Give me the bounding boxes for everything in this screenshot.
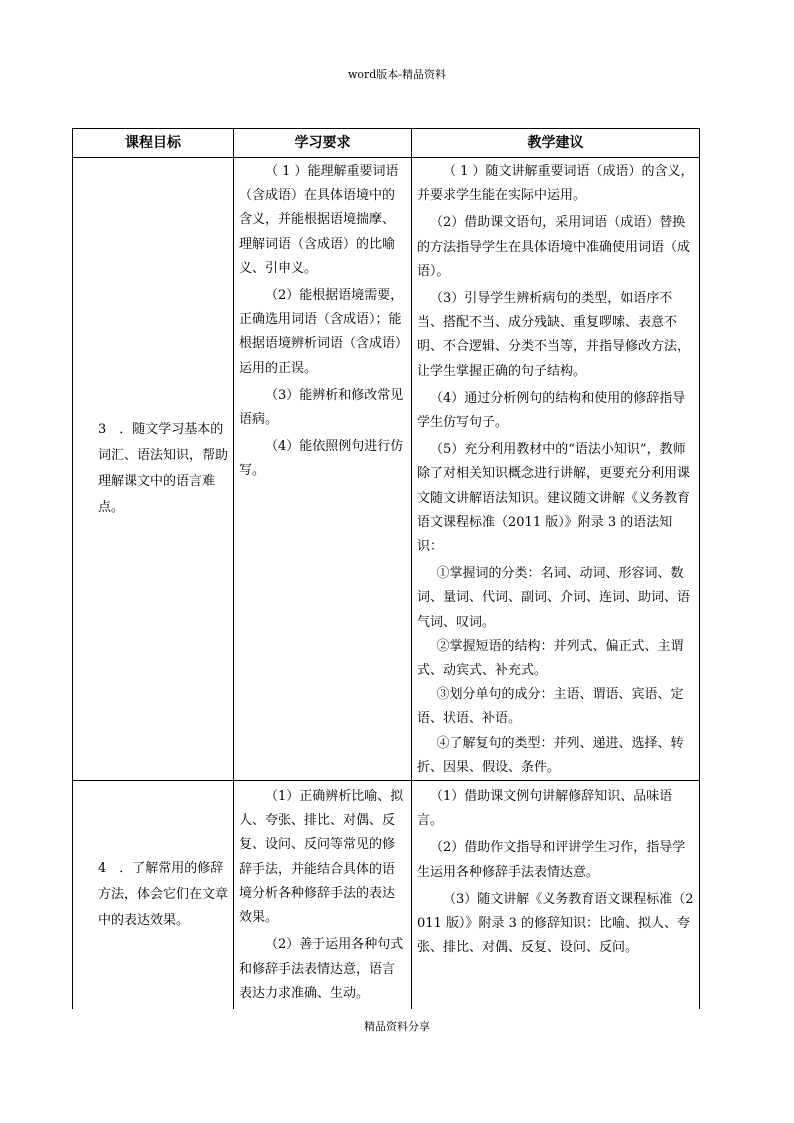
goal-text: 4 ．了解常用的修辞方法，体会它们在文章中的表达效果。 xyxy=(98,860,229,928)
header-suggestions: 教学建议 xyxy=(412,129,700,158)
requirement-item: （3）能辨析和修改常见语病。 xyxy=(239,387,404,428)
table-row xyxy=(73,781,700,1009)
suggestions-cell xyxy=(412,781,700,1009)
suggestion-item: （2）借助课文语句，采用词语（成语）替换的方法指导学生在具体语境中准确使用词语（成语）。 xyxy=(417,215,691,279)
requirements-cell xyxy=(234,158,412,781)
requirement-item: （2）善于运用各种句式和修辞手法表情达意，语言表达力求准确、生动。 xyxy=(239,937,404,1001)
header-requirements: 学习要求 xyxy=(234,129,412,158)
page-footer: 精品资料分享 xyxy=(364,1020,430,1033)
requirement-item: （ 1 ）能理解重要词语（含成语）在具体语境中的含义，并能根据语境揣摩、理解词语（含成语）的比喻义、引申义。 xyxy=(239,164,399,276)
requirements-cell xyxy=(234,781,412,1009)
requirement-item: （2）能根据语境需要，正确选用词语（含成语）；能根据语境辨析词语（含成语）运用的正误。 xyxy=(239,288,404,376)
suggestion-item: （4）通过分析例句的结构和使用的修辞指导学生仿写句子。 xyxy=(417,390,686,431)
suggestion-item: （1）借助课文例句讲解修辞知识、品味语言。 xyxy=(417,789,673,829)
grammar-point: ①掌握词的分类：名词、动词、形容词、数词、量词、代词、副词、介词、连词、助词、语气词、叹词。 xyxy=(417,566,691,630)
curriculum-table xyxy=(72,128,700,1009)
table-row xyxy=(73,158,700,781)
grammar-point: ②掌握短语的结构：并列式、偏正式、主谓式、动宾式、补充式。 xyxy=(417,638,684,679)
grammar-point: ③划分单句的成分：主语、谓语、宾语、定语、状语、补语。 xyxy=(417,687,684,727)
suggestion-item: （3）引导学生辨析病句的类型，如语序不当、搭配不当、成分残缺、重复啰嗦、表意不明、不合逻辑、分类不当等，并指导修改方法，让学生掌握正确的句子结构。 xyxy=(417,291,691,379)
suggestion-item: （5）充分利用教材中的“语法小知识”，教师除了对相关知识概念进行讲解，更要充分利用课文随文讲解语法知识。建议随文讲解《义务教育语文课程标准（2011 版）》附录 3 的语法知识： xyxy=(417,442,691,555)
goal-text: 3 ．随文学习基本的词汇、语法知识，帮助理解课文中的语言难点。 xyxy=(98,422,229,516)
goal-cell xyxy=(73,158,234,781)
requirement-item: （4）能依照例句进行仿写。 xyxy=(239,439,404,479)
grammar-point: ④了解复句的类型：并列、递进、选择、转折、因果、假设、条件。 xyxy=(417,735,684,775)
suggestions-cell xyxy=(412,158,700,781)
suggestion-item: （ 1 ）随文讲解重要词语（成语）的含义，并要求学生能在实际中运用。 xyxy=(417,164,694,204)
requirement-item: （1）正确辨析比喻、拟人、夸张、排比、对偶、反复、设问、反问等常见的修辞手法，并能结合具体的语境分析各种修辞手法的表达效果。 xyxy=(239,789,404,926)
goal-cell xyxy=(73,781,234,1009)
header-row xyxy=(73,129,700,158)
header-goal: 课程目标 xyxy=(73,129,234,158)
page-header: word版本-精品资料 xyxy=(347,68,447,81)
suggestion-item: （3）随文讲解《义务教育语文课程标准（2011 版）》附录 3 的修辞知识：比喻、拟人、夸张、排比、对偶、反复、设问、反问。 xyxy=(417,891,694,956)
suggestion-item: （2）借助作文指导和评讲学生习作，指导学生运用各种修辞手法表情达意。 xyxy=(417,840,686,880)
